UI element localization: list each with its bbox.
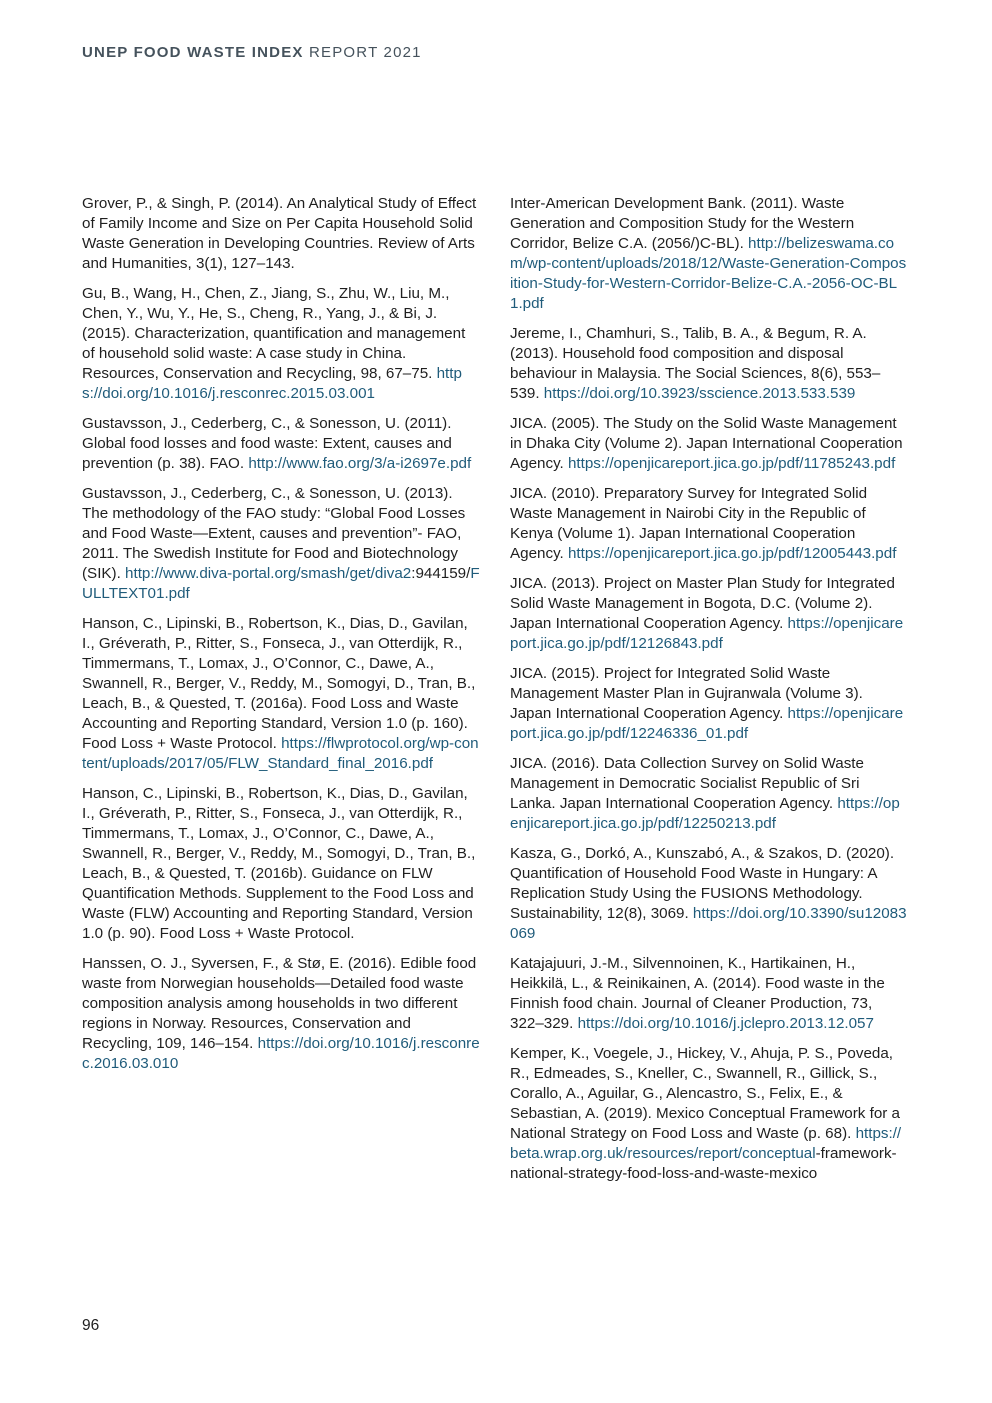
reference-link[interactable]: https://doi.org/10.1016/j.resconrec.2016.03.010: [82, 1035, 480, 1072]
reference-link[interactable]: https://openjicareport.jica.go.jp/pdf/12246336_01.pdf: [510, 705, 904, 742]
reference-link[interactable]: https://doi.org/10.1016/j.jclepro.2013.12.057: [577, 1015, 874, 1032]
reference-text: Katajajuuri, J.-M., Silvennoinen, K., Hartikainen, H., Heikkilä, L., & Reinikainen, A. (2014). Food waste in the Finnish food chain. Journal of Cleaner Production, 73, 322–329.: [510, 955, 885, 1032]
reference-entry: [82, 954, 480, 1074]
reference-entry: [510, 574, 908, 654]
reference-link[interactable]: https://openjicareport.jica.go.jp/pdf/11785243.pdf: [567, 455, 896, 472]
reference-link-secondary[interactable]: FULLTEXT01.pdf: [82, 565, 480, 602]
reference-entry: [82, 614, 480, 774]
reference-text: Hanson, C., Lipinski, B., Robertson, K., Dias, D., Gavilan, I., Gréverath, P., Ritter, S., Fonseca, J., van Otterdijk, R., Timmermans, T., Lomax, J., O’Connor, C., Dawe, A., Swannell, R., Berger, V., Reddy, M., Somogyi, D., Tran, B., Leach, B., & Quested, T. (2016a). Food Loss and Waste Accounting and Reporting Standard, Version 1.0 (p. 160). Food Loss + Waste Protocol.: [82, 615, 476, 752]
reference-text: JICA. (2005). The Study on the Solid Waste Management in Dhaka City (Volume 2). Japan International Cooperation Agency.: [510, 415, 903, 472]
reference-link[interactable]: https://beta.wrap.org.uk/resources/report/conceptual: [510, 1125, 902, 1162]
reference-entry: [82, 484, 480, 604]
reference-text: Kasza, G., Dorkó, A., Kunszabó, A., & Szakos, D. (2020). Quantification of Household Food Waste in Hungary: A Replication Study Using the FUSIONS Methodology. Sustainability, 12(8), 3069.: [510, 845, 895, 922]
reference-text: Gustavsson, J., Cederberg, C., & Sonesson, U. (2013). The methodology of the FAO study: “Global Food Losses and Food Waste—Extent, causes and prevention”- FAO, 2011. The Swedish Institute for Food and Biotechnology (SIK).: [82, 485, 466, 582]
reference-text: JICA. (2013). Project on Master Plan Study for Integrated Solid Waste Management in Bogota, D.C. (Volume 2). Japan International Cooperation Agency.: [510, 575, 895, 632]
reference-link[interactable]: http://www.fao.org/3/a-i2697e.pdf: [248, 455, 472, 472]
reference-link[interactable]: https://openjicareport.jica.go.jp/pdf/12126843.pdf: [510, 615, 904, 652]
reference-text: Gu, B., Wang, H., Chen, Z., Jiang, S., Zhu, W., Liu, M., Chen, Y., Wu, Y., He, S., Cheng, R., Yang, J., & Bi, J. (2015). Characterization, quantification and management of household solid waste: A case study in China. Resources, Conservation and Recycling, 98, 67–75.: [82, 285, 466, 382]
reference-link[interactable]: http://belizeswama.com/wp-content/uploads/2018/12/Waste-Generation-Composition-Study-for-Western-Corridor-Belize-C.A.-2056-OC-BL1.pdf: [510, 235, 907, 312]
reference-entry: [510, 1044, 908, 1184]
reference-link[interactable]: https://doi.org/10.1016/j.resconrec.2015.03.001: [82, 365, 462, 402]
reference-entry: [510, 664, 908, 744]
report-header: [82, 44, 422, 61]
reference-text: Gustavsson, J., Cederberg, C., & Sonesson, U. (2011). Global food losses and food waste: Extent, causes and prevention (p. 38). FAO.: [82, 415, 452, 472]
reference-text-tail: -framework-national-strategy-food-loss-and-waste-mexico: [510, 1145, 897, 1182]
report-subtitle: REPORT 2021: [303, 44, 422, 61]
reference-text: Kemper, K., Voegele, J., Hickey, V., Ahuja, P. S., Poveda, R., Edmeades, S., Kneller, C., Swannell, R., Gillick, S., Corallo, A., Aguilar, G., Alencastro, S., Felix, E., & Sebastian, A. (2019). Mexico Conceptual Framework for a National Strategy on Food Loss and Waste (p. 68).: [510, 1045, 900, 1142]
reference-entry: [82, 284, 480, 404]
reference-text: JICA. (2016). Data Collection Survey on Solid Waste Management in Democratic Socialist Republic of Sri Lanka. Japan International Cooperation Agency.: [510, 755, 864, 812]
reference-entry: [510, 954, 908, 1034]
reference-entry: [82, 784, 480, 944]
reference-text: JICA. (2010). Preparatory Survey for Integrated Solid Waste Management in Nairobi City in the Republic of Kenya (Volume 1). Japan International Cooperation Agency.: [510, 485, 868, 562]
reference-entry: [510, 194, 908, 314]
reference-link[interactable]: https://doi.org/10.3390/su12083069: [510, 905, 907, 942]
reference-text: Jereme, I., Chamhuri, S., Talib, B. A., & Begum, R. A. (2013). Household food composition and disposal behaviour in Malaysia. The Social Sciences, 8(6), 553–539.: [510, 325, 881, 402]
reference-text: Hanssen, O. J., Syversen, F., & Stø, E. (2016). Edible food waste from Norwegian households—Detailed food waste composition analysis among households in two different regions in Norway. Resources, Conservation and Recycling, 109, 146–154.: [82, 955, 477, 1052]
reference-link[interactable]: https://doi.org/10.3923/sscience.2013.533.539: [543, 385, 856, 402]
reference-entry: [510, 324, 908, 404]
reference-entry: [510, 414, 908, 474]
reference-link[interactable]: https://openjicareport.jica.go.jp/pdf/12005443.pdf: [567, 545, 897, 562]
reference-link[interactable]: http://www.diva-portal.org/smash/get/diva2: [125, 565, 412, 582]
references-left-column: [82, 194, 480, 1084]
reference-link[interactable]: https://openjicareport.jica.go.jp/pdf/12250213.pdf: [510, 795, 900, 832]
reference-link[interactable]: https://flwprotocol.org/wp-content/uploads/2017/05/FLW_Standard_final_2016.pdf: [82, 735, 479, 772]
reference-text: Inter-American Development Bank. (2011). Waste Generation and Composition Study for the Western Corridor, Belize C.A. (2056/)C-BL).: [510, 195, 855, 252]
reference-entry: [82, 414, 480, 474]
reference-entry: [82, 194, 480, 274]
report-title: UNEP FOOD WASTE INDEX: [82, 44, 304, 61]
page-number: 96: [82, 1317, 100, 1334]
reference-text: JICA. (2015). Project for Integrated Solid Waste Management Master Plan in Gujranwala (Volume 3). Japan International Cooperation Agency.: [510, 665, 863, 722]
reference-entry: [510, 484, 908, 564]
references-right-column: [510, 194, 908, 1194]
reference-text-tail: :944159/: [411, 565, 471, 582]
reference-entry: [510, 844, 908, 944]
reference-text: Hanson, C., Lipinski, B., Robertson, K., Dias, D., Gavilan, I., Gréverath, P., Ritter, S., Fonseca, J., van Otterdijk, R., Timmermans, T., Lomax, J., O’Connor, C., Dawe, A., Swannell, R., Berger, V., Reddy, M., Somogyi, D., Tran, B., Leach, B., & Quested, T. (2016b). Guidance on FLW Quantification Methods. Supplement to the Food Loss and Waste (FLW) Accounting and Reporting Standard, Version 1.0 (p. 90). Food Loss + Waste Protocol.: [82, 785, 476, 942]
reference-text: Grover, P., & Singh, P. (2014). An Analytical Study of Effect of Family Income and Size on Per Capita Household Solid Waste Generation in Developing Countries. Review of Arts and Humanities, 3(1), 127–143.: [82, 195, 477, 272]
reference-entry: [510, 754, 908, 834]
